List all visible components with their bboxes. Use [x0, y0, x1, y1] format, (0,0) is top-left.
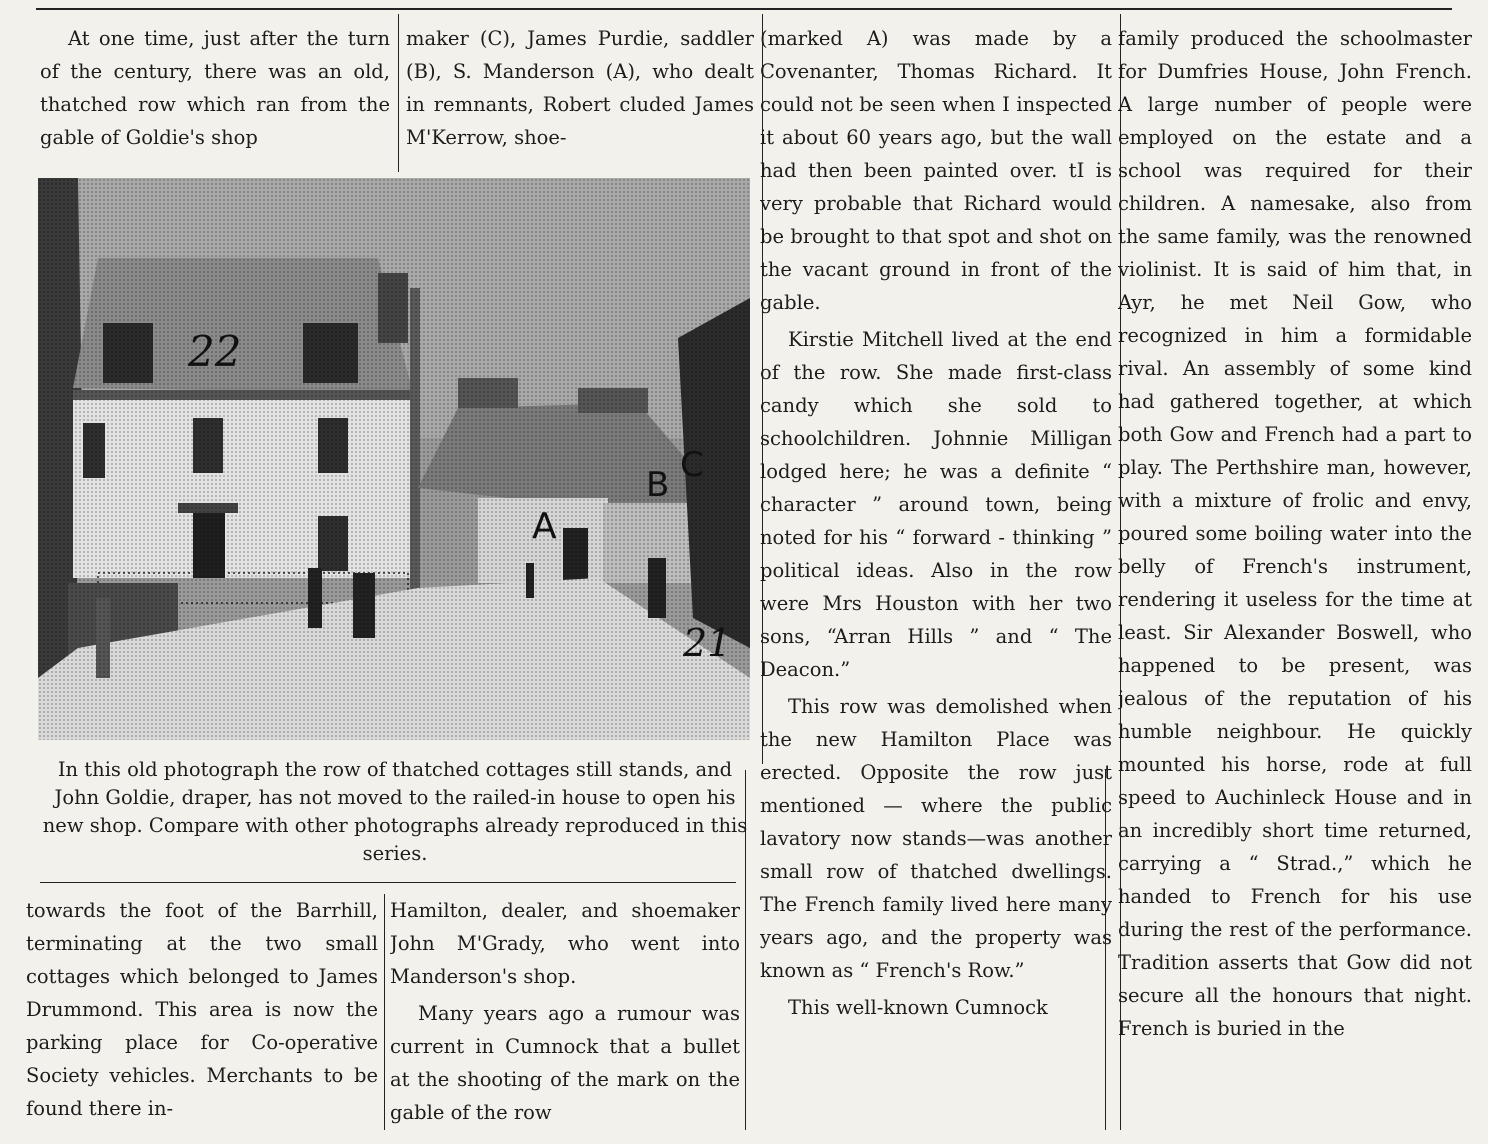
column-1-bottom: [26, 894, 378, 1130]
paragraph: This row was demolished when the new Hamilton Place was erected. Opposite the row just mentioned — where the public lavatory now stands—was another small row of thatched dwellings. The French family lived here many years ago, and the property was known as “ French's Row.”: [760, 695, 1112, 982]
column-2-bottom: [390, 894, 740, 1130]
photo-mark-22: 22: [188, 327, 242, 376]
column-2-top: [406, 22, 754, 154]
paragraph: (marked A) was made by a Covenanter, Thomas Richard. It could not be seen when I inspected it about 60 years ago, but the wall had then been painted over. tI is very probable that Richard would be brought to that spot and shot on the vacant ground in front of the gable.: [760, 27, 1112, 314]
photo-mark-a: A: [532, 506, 557, 547]
photo-caption: In this old photograph the row of thatched cottages still stands, and John Goldie, draper, has not moved to the railed-in house to open his new shop. Compare with other photographs already reproduced in this series.: [42, 758, 748, 865]
paragraph: This well-known Cumnock: [788, 996, 1048, 1019]
column-3: [760, 22, 1112, 1132]
column-4: [1118, 22, 1472, 1132]
column-rule-1-top: [398, 14, 399, 172]
photo-mark-21: 21: [683, 621, 732, 665]
caption-rule: [40, 882, 736, 883]
paragraph: At one time, just after the turn of the century, there was an old, thatched row which ran from the gable of Goldie's shop: [40, 27, 390, 149]
paragraph: Kirstie Mitchell lived at the end of the row. She made first-class candy which she sold to schoolchildren. Johnnie Milligan lodged here; he was a definite “ character ” around town, being noted for his “ forward - thinking ” political ideas. Also in the row were Mrs Houston with her two sons, “Arran Hills ” and “ The Deacon.”: [760, 328, 1112, 681]
paragraph: family produced the schoolmaster for Dumfries House, John French. A large number of people were employed on the estate and a school was required for their children. A namesake, also from the same family, was the renowned violinist. It is said of him that, in Ayr, he met Neil Gow, who recognized in him a formidable rival. An assembly of some kind had gathered together, at which both Gow and French had a part to play. The Perthshire man, however, with a mixture of frolic and envy, poured some boiling water into the belly of French's instrument, rendering it useless for the time at least. Sir Alexander Boswell, who happened to be present, was jealous of the reputation of his humble neighbour. He quickly mounted his horse, rode at full speed to Auchinleck House and in an incredibly short time returned, carrying a “ Strad.,” which he handed to French for his use during the rest of the performance. Tradition asserts that Gow did not secure all the honours that night. French is buried in the: [1118, 27, 1472, 1040]
column-rule-1-bottom: [384, 894, 385, 1130]
top-rule: [36, 8, 1452, 10]
paragraph: Many years ago a rumour was current in Cumnock that a bullet at the shooting of the mark on the gable of the row: [390, 1002, 740, 1124]
photo-mark-b: B: [646, 465, 670, 505]
paragraph: Hamilton, dealer, and shoemaker John M'Grady, who went into Manderson's shop.: [390, 899, 740, 988]
photo-mark-c: C: [680, 445, 704, 485]
paragraph: towards the foot of the Barrhill, terminating at the two small cottages which belonged to James Drummond. This area is now the parking place for Co-operative Society vehicles. Merchants to be found there in-: [26, 899, 378, 1120]
street-photograph: [38, 178, 750, 740]
column-1-top: [40, 22, 390, 154]
paragraph: maker (C), James Purdie, saddler (B), S. Manderson (A), who dealt in remnants, Robert cluded James M'Kerrow, shoe-: [406, 27, 754, 149]
